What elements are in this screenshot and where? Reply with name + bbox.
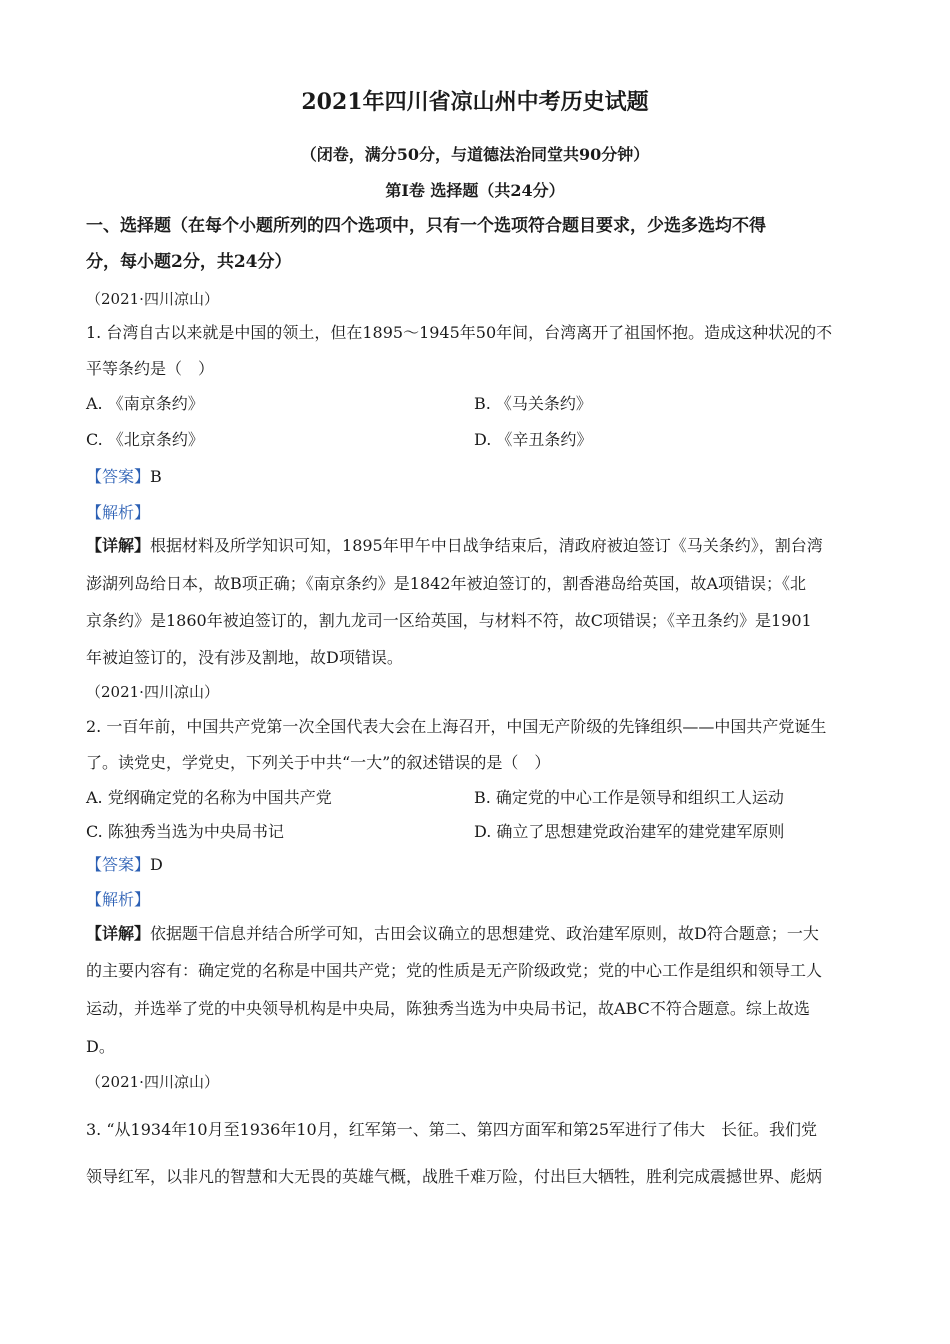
q2-stem-line2: 了。读党史，学党史，下列关于中共“一大”的叙述错误的是（ ） [86, 753, 551, 772]
q2-detail-line1: 【详解】依据题干信息并结合所学可知，古田会议确立的思想建党、政治建军原则，故D符合题意；一大 [86, 924, 819, 943]
q1-detail-line1: 【详解】根据材料及所学知识可知，1895年甲午中日战争结束后，清政府被迫签订《马关条约》，割台湾 [86, 536, 823, 555]
answer-tag: 【答案】 [86, 467, 151, 486]
q3-stem-line1: 3. “从1934年10月至1936年10月，红军第一、第二、第四方面军和第25军进行了伟大 长征。我们党 [86, 1120, 818, 1139]
q2-option-c: C. 陈独秀当选为中央局书记 [86, 822, 284, 841]
q1-stem-line1: 1. 台湾自古以来就是中国的领土，但在1895～1945年50年间，台湾离开了祖国怀抱。造成这种状况的不 [86, 323, 833, 342]
q1-option-d: D. 《辛丑条约》 [474, 430, 593, 449]
q1-stem-line2: 平等条约是（ ） [86, 359, 215, 378]
q1-detail-line3: 京条约》是1860年被迫签订的，割九龙司一区给英国，与材料不符，故C项错误；《辛丑条约》是1901 [86, 611, 812, 630]
q1-detail-line2: 澎湖列岛给日本，故B项正确；《南京条约》是1842年被迫签订的，割香港岛给英国，故A项错误；《北 [86, 574, 807, 593]
q3-stem-line2: 领导红军，以非凡的智慧和大无畏的英雄气概，战胜千难万险，付出巨大牺牲，胜利完成震撼世界、彪炳 [86, 1167, 823, 1186]
section-heading-line2: 分，每小题2分，共24分） [86, 252, 292, 272]
q2-detail-line3: 运动，并选举了党的中央领导机构是中央局，陈独秀当选为中央局书记，故ABC不符合题意。综上故选 [86, 999, 810, 1018]
section-heading-line1: 一、选择题（在每个小题所列的四个选项中，只有一个选项符合题目要求，少选多选均不得 [86, 216, 766, 236]
exam-subtitle: （闭卷，满分50分，与道德法治同堂共90分钟） [300, 145, 650, 164]
q1-source: （2021·四川凉山） [86, 290, 219, 308]
q1-option-a: A. 《南京条约》 [86, 394, 204, 413]
q1-option-c: C. 《北京条约》 [86, 430, 204, 449]
q2-answer-row [86, 855, 864, 875]
q1-detail-line4: 年被迫签订的，没有涉及割地，故D项错误。 [86, 648, 403, 667]
q2-answer: D [150, 855, 163, 874]
answer-tag: 【答案】 [86, 855, 151, 874]
page-title: 2021年四川省凉山州中考历史试题 [301, 89, 649, 115]
detail-tag: 【详解】 [86, 924, 151, 943]
q2-stem-line1: 2. 一百年前，中国共产党第一次全国代表大会在上海召开，中国无产阶级的先锋组织——中国共产党诞生 [86, 717, 827, 736]
q2-source: （2021·四川凉山） [86, 683, 219, 701]
q2-option-a: A. 党纲确定党的名称为中国共产党 [86, 788, 332, 807]
q2-detail-line4: D。 [86, 1037, 115, 1056]
q1-option-b: B. 《马关条约》 [474, 394, 592, 413]
part-heading: 第Ⅰ卷 选择题（共24分） [385, 181, 565, 200]
q2-option-b: B. 确定党的中心工作是领导和组织工人运动 [474, 788, 784, 807]
q1-answer-row [86, 467, 864, 487]
q1-answer: B [150, 467, 162, 486]
q2-option-d: D. 确立了思想建党政治建军的建党建军原则 [474, 822, 785, 841]
q3-source: （2021·四川凉山） [86, 1073, 219, 1091]
q2-detail-line2: 的主要内容有：确定党的名称是中国共产党；党的性质是无产阶级政党；党的中心工作是组织和领导工人 [86, 961, 823, 980]
q1-analysis-tag: 【解析】 [86, 503, 151, 522]
q2-analysis-tag: 【解析】 [86, 890, 151, 909]
detail-tag: 【详解】 [86, 536, 151, 555]
